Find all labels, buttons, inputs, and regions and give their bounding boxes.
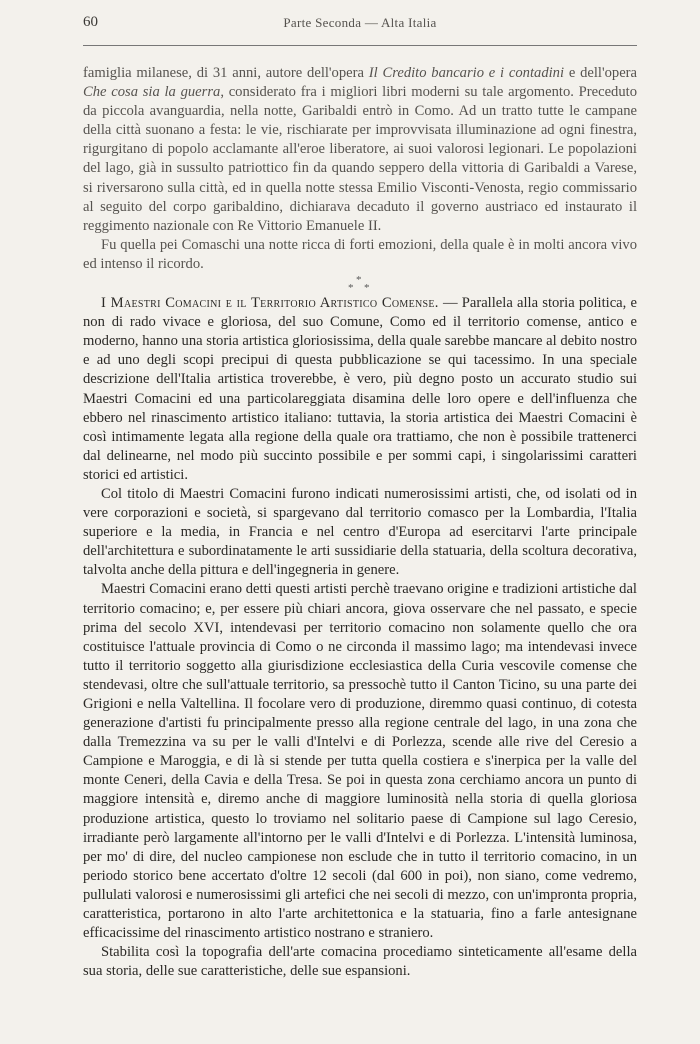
running-title: Parte Seconda — Alta Italia — [283, 15, 437, 30]
paragraph-1-part-e: , considerato fra i migliori libri moderni su tale argomento. Preceduto da piccola avanguardia, nella notte, Garibaldi entrò in Como. Ad un tratto tutte le campane della città suonano a festa: le vie, rischiarate per improvvisata illuminazione ad ogni finestra, rigurgitano di popolo acclamante all'eroe liberatore, ai suoi valorosi legionari. Le popolazioni del lago, già in sussulto patriottico fin da quando seppero della vittoria di Garibaldi a Varese, si riversarono sulla città, ed in quella notte stessa Emilio Visconti-Venosta, regio commissario al seguito del corpo garibaldino, dichiarava decaduto il governo austriaco ed instaurato il reggimento nazionale con Re Vittorio Emanuele II. — [83, 84, 637, 234]
paragraph-3-text: — Parallela alla storia politica, e non di rado vivace e gloriosa, del suo Comune, Como ed il territorio comense, antico e moderno, hanno una storia artistica gloriosissima, della quale sarebbe mancare al debito nostro e ad uno degli scopi precipui di questa pubblicazione se qui tacessimo. In una speciale descrizione dell'Italia artistica troverebbe, è vero, più degno posto un accurato studio sui Maestri Comacini ed una particolareggiata disamina delle loro opere e dell'influenza che ebbero nel rinascimento artistico italiano: tuttavia, la storia artistica dei Maestri Comacini è così intimamente legata alla regione della quale ora trattiamo, che non è possibile trattenerci dal delinearne, nel modo più succinto possibile e per sommi capi, i singolarissimi caratteri storici ed artistici. — [83, 295, 637, 483]
body-text — [83, 64, 637, 981]
paragraph-5: Maestri Comacini erano detti questi artisti perchè traevano origine e tradizioni artistiche dal territorio comacino; e, per essere più chiari ancora, giova osservare che nel passato, e specie prima del secolo XVI, intendevasi per territorio comacino non solamente quello che ora costituisce l'attuale provincia di Como o ne circonda il massimo lago; ma intendevasi invece tutto il territorio soggetto alla giurisdizione ecclesiastica della Curia vescovile comense che stendevasi, oltre che sull'attuale territorio, sa pressochè tutto il Canton Ticino, su una parte dei Grigioni e nella Valtellina. Il focolare vero di produzione, diremmo quasi continuo, di cotesta generazione d'artisti fu principalmente presso alla regione centrale del lago, in una zona che dalla Tremezzina va su per le valli d'Intelvi e di Porlezza, scende alle rive del Ceresio a Campione e Maroggia, e di là si stende per tutta quella costiera e s'inerpica per la valle del monte Ceneri, della Cavia e della Tresa. Se poi in questa zona cerchiamo ancora un punto di maggiore intensità e, diremo anche di maggiore luminosità nella storia di quella gloriosa produzione artistica, questo lo troviamo nel solitario paese di Campione sul lago Ceresio, irradiante però largamente all'intorno per le valli d'Intelvi e di Porlezza. L'intensità luminosa, per mo' di dire, del nucleo campionese non esclude che in tutto il territorio comacino, in un periodo storico bene accertato d'oltre 12 secoli (dal 600 in poi), non siano, come vedremo, pullulati valorosi e numerosissimi gli artefici che nei secoli di mezzo, con un'impronta propria, caratteristica, portarono in alto l'arte architettonica e la statuaria, fino a farle antesignane efficacissime del rinascimento artistico nostrano e straniero. — [83, 581, 637, 942]
paragraph-4: Col titolo di Maestri Comacini furono indicati numerosissimi artisti, che, od isolati od in vere corporazioni e società, si spargevano dal territorio comasco per la Lombardia, l'Italia superiore e la media, in Francia e nel centro d'Europa ad esercitarvi l'arte principale dell'architettura e subordinatamente le arti sussidiarie della statuaria, della scoltura decorativa, talvolta anche della pittura e dell'ingegneria in genere. — [83, 485, 637, 579]
asterism — [345, 274, 375, 294]
book-title-guerra: Che cosa sia la guerra — [83, 84, 221, 101]
page-number: 60 — [83, 14, 98, 30]
paragraph-2: Fu quella pei Comaschi una notte ricca di forti emozioni, della quale è in molti ancora vivo ed intenso il ricordo. — [83, 236, 637, 272]
section-heading: I Maestri Comacini e il Territorio Artistico Comense. — [101, 295, 439, 312]
book-title-credito: Il Credito bancario e i contadini — [368, 65, 565, 81]
header-rule — [83, 45, 637, 46]
paragraph-1 — [83, 64, 637, 236]
running-head — [83, 14, 637, 36]
paragraph-1-part-c: e dell'opera — [564, 65, 638, 81]
asterism-star: * — [364, 282, 370, 295]
paragraph-6: Stabilita così la topografia dell'arte comacina procediamo sinteticamente all'esame della sua storia, delle sue caratteristiche, delle sue espansioni. — [83, 944, 637, 980]
paragraph-3 — [83, 294, 637, 485]
paragraph-1-part-a: famiglia milanese, di 31 anni, autore dell'opera — [83, 65, 369, 81]
asterism-star: * — [348, 282, 354, 295]
asterism-star: * — [356, 274, 362, 287]
